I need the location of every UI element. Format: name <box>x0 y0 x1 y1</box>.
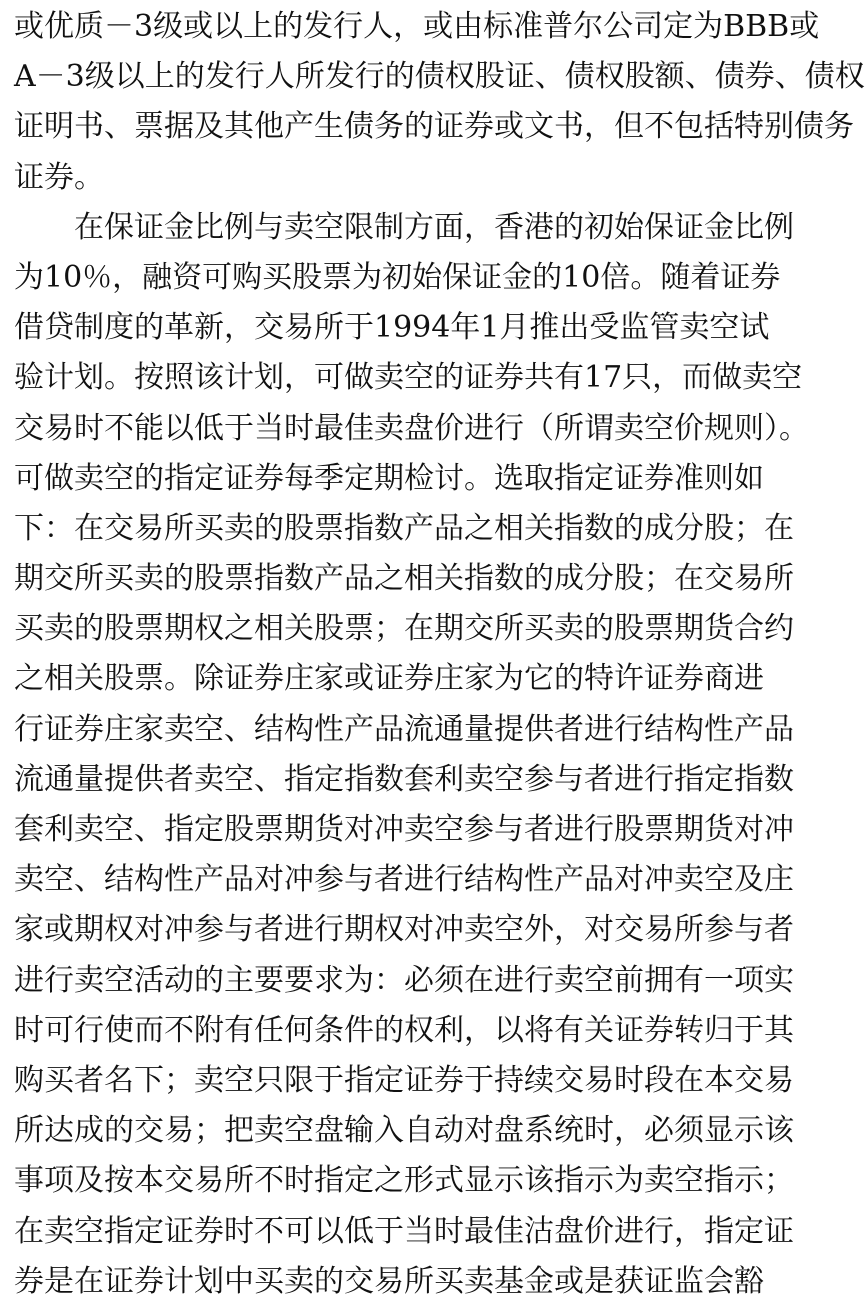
text-line: 或优质－3级或以上的发行人，或由标准普尔公司定为BBB或 <box>14 9 820 44</box>
text-line: 行证券庄家卖空、结构性产品流通量提供者进行结构性产品 <box>14 711 794 747</box>
paragraph-2 <box>14 203 809 1307</box>
text-line: 买卖的股票期权之相关股票；在期交所买卖的股票期货合约 <box>14 611 794 647</box>
text-line: 所达成的交易；把卖空盘输入自动对盘系统时，必须显示该 <box>14 1113 794 1149</box>
text-line: 可做卖空的指定证券每季定期检讨。选取指定证券准则如 <box>14 460 764 496</box>
text-line: 交易时不能以低于当时最佳卖盘价进行（所谓卖空价规则）。 <box>14 410 809 446</box>
text-line: 借贷制度的革新，交易所于1994年1月推出受监管卖空试 <box>14 310 770 346</box>
text-line: 在卖空指定证券时不可以低于当时最佳沽盘价进行，指定证 <box>14 1213 794 1249</box>
text-line: 卖空、结构性产品对冲参与者进行结构性产品对冲卖空及庄 <box>14 862 794 898</box>
text-line: 为10％，融资可购买股票为初始保证金的10倍。随着证券 <box>14 259 781 295</box>
text-line: 证明书、票据及其他产生债务的证券或文书，但不包括特别债务 <box>14 109 854 145</box>
text-line: 期交所买卖的股票指数产品之相关指数的成分股；在交易所 <box>14 561 794 597</box>
text-line: 之相关股票。除证券庄家或证券庄家为它的特许证券商进 <box>14 661 764 697</box>
paragraph-1 <box>14 2 865 203</box>
text-line: 在保证金比例与卖空限制方面，香港的初始保证金比例 <box>74 209 794 245</box>
text-line: 进行卖空活动的主要要求为：必须在进行卖空前拥有一项实 <box>14 962 794 998</box>
text-line: 套利卖空、指定股票期货对冲卖空参与者进行股票期货对冲 <box>14 812 794 847</box>
text-line: 验计划。按照该计划，可做卖空的证券共有17只，而做卖空 <box>14 360 803 396</box>
text-line: 事项及按本交易所不时指定之形式显示该指示为卖空指示； <box>14 1163 794 1199</box>
text-line: 券是在证券计划中买卖的交易所买卖基金或是获证监会豁 <box>14 1263 764 1299</box>
text-line: 下：在交易所买卖的股票指数产品之相关指数的成分股；在 <box>14 510 794 546</box>
text-line: 购买者名下；卖空只限于指定证券于持续交易时段在本交易 <box>14 1062 794 1098</box>
text-line: A－3级以上的发行人所发行的债权股证、债权股额、债券、债权 <box>14 59 865 95</box>
text-line: 家或期权对冲参与者进行期权对冲卖空外，对交易所参与者 <box>14 912 794 948</box>
text-line: 时可行使而不附有任何条件的权利，以将有关证券转归于其 <box>14 1012 794 1048</box>
text-line: 证券。 <box>14 159 104 195</box>
text-line: 流通量提供者卖空、指定指数套利卖空参与者进行指定指数 <box>14 761 794 797</box>
